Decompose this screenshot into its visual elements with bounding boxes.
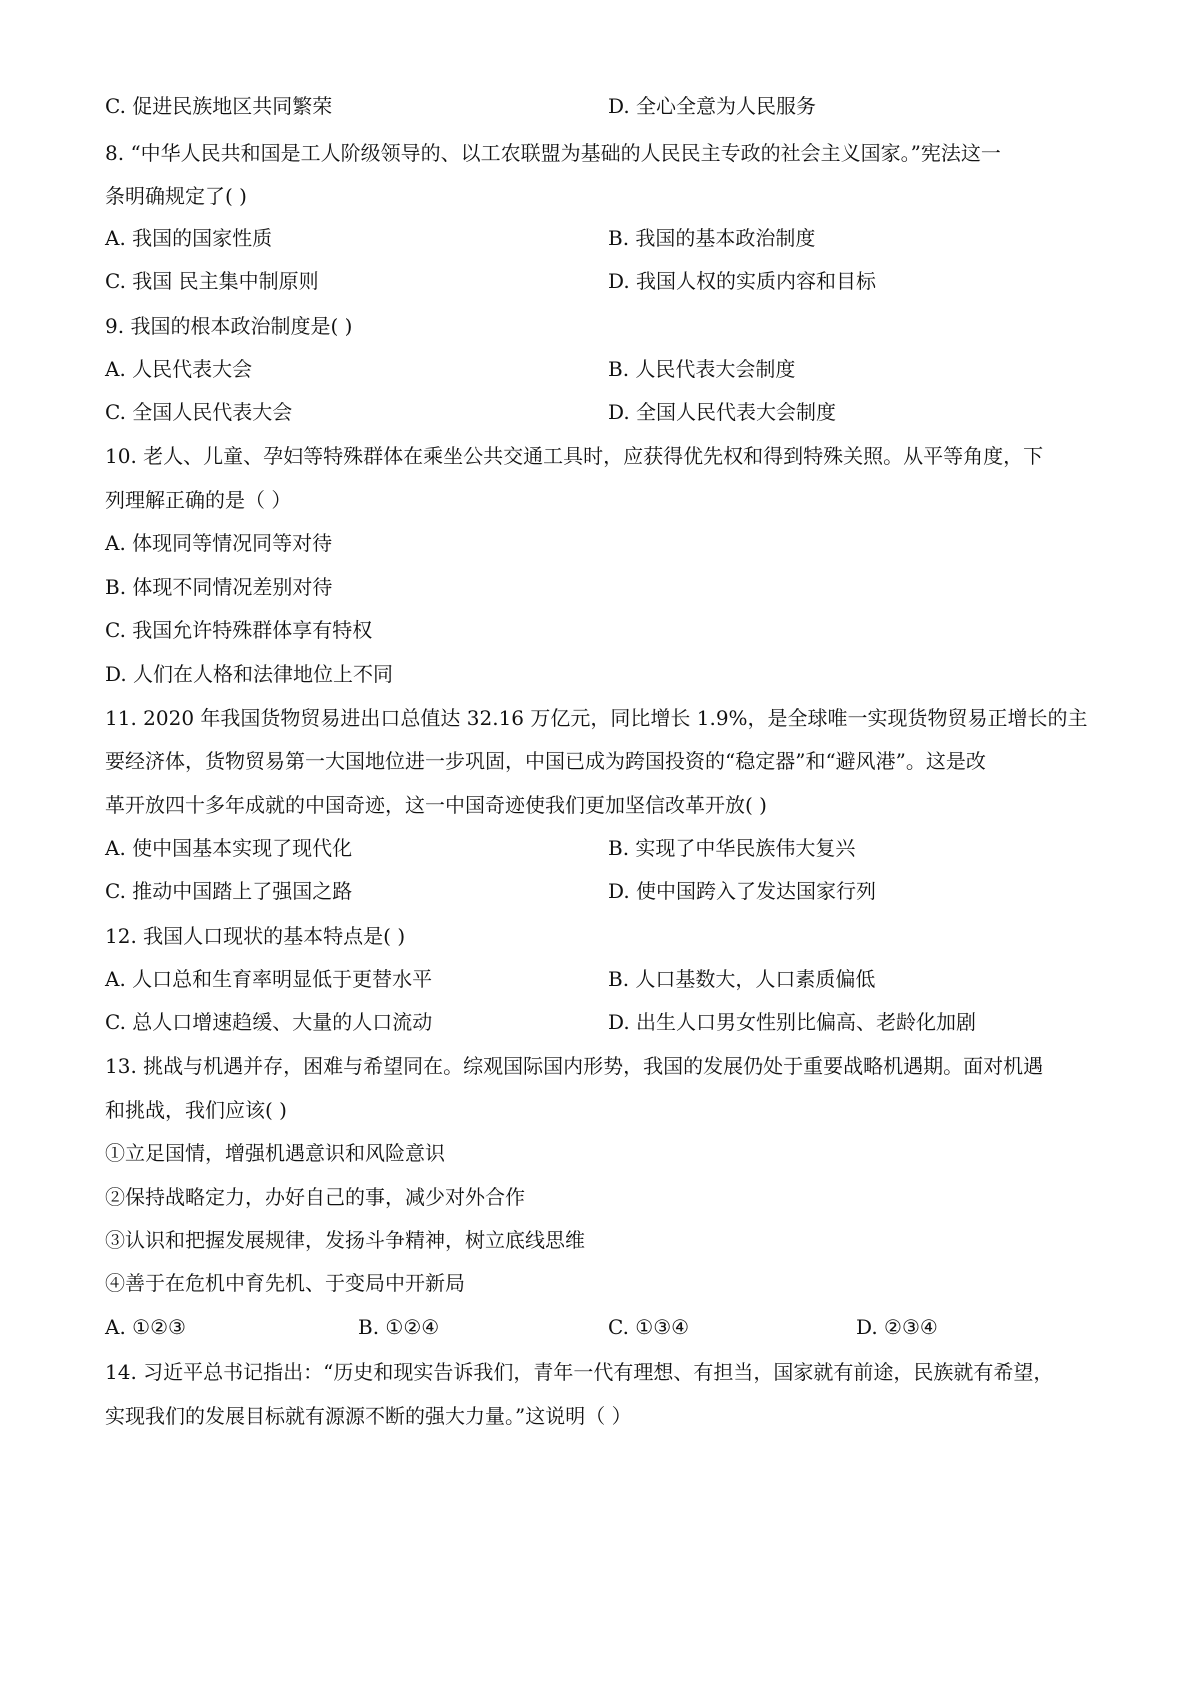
q12-stem: 12. 我国人口现状的基本特点是( ) (105, 924, 406, 948)
q8-stem-line2: 条明确规定了( ) (105, 184, 247, 208)
q14-stem-line1: 14. 习近平总书记指出：“历史和现实告诉我们，青年一代有理想、有担当，国家就有前途，民族就有希望， (105, 1360, 1054, 1384)
q13-statement-4: ④善于在危机中育先机、于变局中开新局 (105, 1271, 465, 1295)
q13-statement-1: ①立足国情，增强机遇意识和风险意识 (105, 1141, 445, 1165)
q12-option-a: A. 人口总和生育率明显低于更替水平 (105, 967, 433, 991)
q11-option-d: D. 使中国跨入了发达国家行列 (608, 879, 877, 903)
q13-option-c: C. ①③④ (608, 1315, 690, 1339)
q9-stem: 9. 我国的根本政治制度是( ) (105, 314, 353, 338)
q11-stem-line3: 革开放四十多年成就的中国奇迹，这一中国奇迹使我们更加坚信改革开放( ) (105, 793, 767, 817)
q8-option-a: A. 我国的国家性质 (105, 226, 273, 250)
q11-stem-line1: 11. 2020 年我国货物贸易进出口总值达 32.16 万亿元，同比增长 1.9%，是全球唯一实现货物贸易正增长的主 (105, 706, 1088, 730)
q11-option-a: A. 使中国基本实现了现代化 (105, 836, 353, 860)
q8-option-b: B. 我国的基本政治制度 (608, 226, 816, 250)
q13-option-a: A. ①②③ (105, 1315, 186, 1339)
q13-stem-line2: 和挑战，我们应该( ) (105, 1098, 287, 1122)
q9-option-c: C. 全国人民代表大会 (105, 400, 293, 424)
q10-option-d: D. 人们在人格和法律地位上不同 (105, 662, 394, 686)
q13-option-d: D. ②③④ (856, 1315, 938, 1339)
q12-option-d: D. 出生人口男女性别比偏高、老龄化加剧 (608, 1010, 977, 1034)
q7-option-d: D. 全心全意为人民服务 (608, 94, 817, 118)
q13-option-b: B. ①②④ (358, 1315, 440, 1339)
q8-option-d: D. 我国人权的实质内容和目标 (608, 269, 877, 293)
q8-stem-line1: 8. “中华人民共和国是工人阶级领导的、以工农联盟为基础的人民民主专政的社会主义国家。”宪法这一 (105, 141, 1001, 165)
q13-statement-3: ③认识和把握发展规律，发扬斗争精神，树立底线思维 (105, 1228, 585, 1252)
q10-option-a: A. 体现同等情况同等对待 (105, 531, 333, 555)
q9-option-d: D. 全国人民代表大会制度 (608, 400, 837, 424)
q10-stem-line2: 列理解正确的是（ ） (105, 488, 292, 512)
q10-option-c: C. 我国允许特殊群体享有特权 (105, 618, 373, 642)
q11-option-b: B. 实现了中华民族伟大复兴 (608, 836, 856, 860)
q10-option-b: B. 体现不同情况差别对待 (105, 575, 333, 599)
q11-option-c: C. 推动中国踏上了强国之路 (105, 879, 353, 903)
q11-stem-line2: 要经济体，货物贸易第一大国地位进一步巩固，中国已成为跨国投资的“稳定器”和“避风港”。这是改 (105, 749, 986, 773)
q9-option-b: B. 人民代表大会制度 (608, 357, 796, 381)
q7-option-c: C. 促进民族地区共同繁荣 (105, 94, 333, 118)
q13-stem-line1: 13. 挑战与机遇并存，困难与希望同在。综观国际国内形势，我国的发展仍处于重要战略机遇期。面对机遇 (105, 1054, 1044, 1078)
q8-option-c: C. 我国 民主集中制原则 (105, 269, 319, 293)
q12-option-c: C. 总人口增速趋缓、大量的人口流动 (105, 1010, 433, 1034)
q12-option-b: B. 人口基数大，人口素质偏低 (608, 967, 876, 991)
q9-option-a: A. 人民代表大会 (105, 357, 253, 381)
q14-stem-line2: 实现我们的发展目标就有源源不断的强大力量。”这说明（ ） (105, 1404, 632, 1428)
q13-statement-2: ②保持战略定力，办好自己的事，减少对外合作 (105, 1185, 525, 1209)
q10-stem-line1: 10. 老人、儿童、孕妇等特殊群体在乘坐公共交通工具时，应获得优先权和得到特殊关照。从平等角度，下 (105, 444, 1044, 468)
